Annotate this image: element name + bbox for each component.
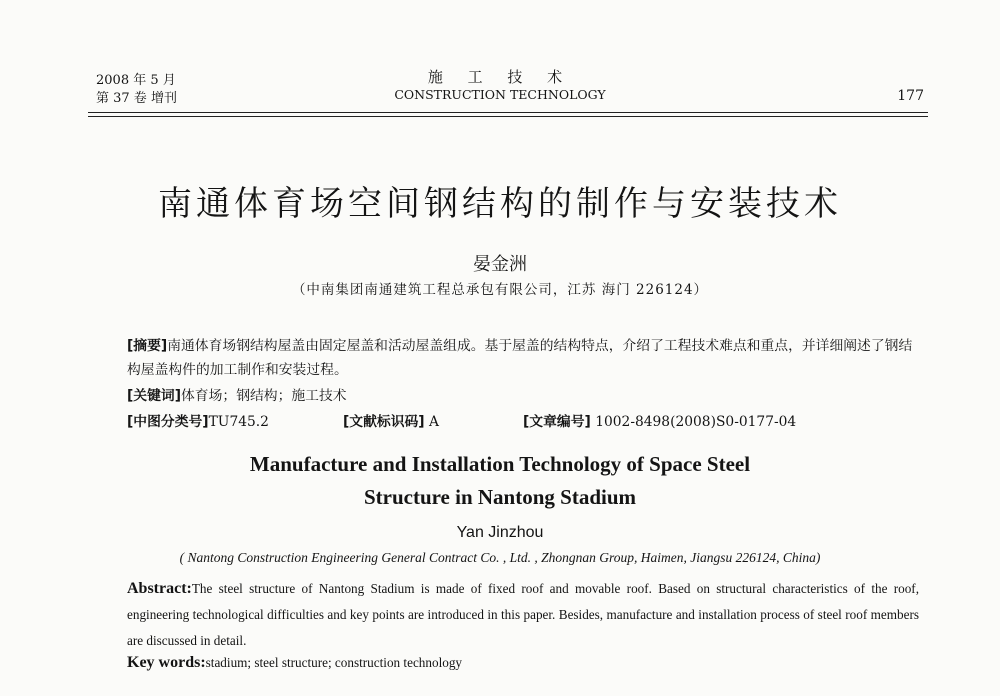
header-rule-thin [88, 116, 928, 117]
doc-code-label: [文献标识码] [343, 414, 425, 430]
keywords-cn [127, 384, 347, 404]
article-number [523, 410, 796, 430]
journal-name-en: CONSTRUCTION TECHNOLOGY [394, 87, 606, 102]
abstract-en [127, 576, 919, 654]
clc-number [127, 410, 269, 430]
affiliation-en: ( Nantong Construction Engineering General Contract Co. , Ltd. , Zhongnan Group, Haimen, Jiangsu 226124, China) [179, 550, 821, 565]
abstract-cn-label: [摘要] [127, 338, 168, 354]
paper-title-cn: 南通体育场空间钢结构的制作与安装技术 [158, 184, 842, 224]
abstract-en-text: The steel structure of Nantong Stadium is made of fixed roof and movable roof. Based on structural characteristics of the roof, engineering technological difficulties and key points are introduced in this paper. Besides, manufacture and installation process of steel roof members are discussed in detail. [127, 581, 919, 648]
keywords-en-label: Key words: [127, 654, 206, 671]
abstract-cn-text: 南通体育场钢结构屋盖由固定屋盖和活动屋盖组成。基于屋盖的结构特点，介绍了工程技术难点和重点，并详细阐述了钢结构屋盖构件的加工制作和安装过程。 [127, 338, 913, 378]
doc-code [343, 410, 439, 430]
clc-value: TU745.2 [208, 414, 269, 430]
paper-title-en-line1: Manufacture and Installation Technology of Space Steel [249, 452, 751, 476]
page-number: 177 [897, 88, 924, 104]
author-en: Yan Jinzhou [456, 524, 544, 541]
author-cn: 晏金洲 [473, 254, 527, 275]
doc-code-value: A [429, 414, 439, 430]
article-number-label: [文章编号] [523, 414, 591, 430]
abstract-cn [127, 334, 917, 382]
issue-volume: 第 37 卷 增刊 [96, 91, 177, 106]
clc-label: [中图分类号] [127, 414, 209, 430]
affiliation-cn: （中南集团南通建筑工程总承包有限公司，江苏 海门 226124） [291, 282, 709, 298]
paper-title-en [0, 448, 1000, 514]
issue-date: 2008 年 5 月 [96, 73, 176, 88]
article-number-value: 1002-8498(2008)S0-0177-04 [595, 414, 797, 430]
journal-name [0, 66, 1000, 102]
keywords-cn-text: 体育场；钢结构；施工技术 [181, 388, 347, 404]
keywords-en-text: stadium; steel structure; construction technology [205, 655, 463, 670]
keywords-cn-label: [关键词] [127, 388, 182, 404]
header-rule-thick [88, 112, 928, 113]
keywords-en [127, 654, 462, 672]
paper-title-en-line2: Structure in Nantong Stadium [363, 485, 637, 509]
abstract-en-label: Abstract: [127, 580, 192, 597]
journal-name-cn: 施 工 技 术 [427, 68, 573, 86]
